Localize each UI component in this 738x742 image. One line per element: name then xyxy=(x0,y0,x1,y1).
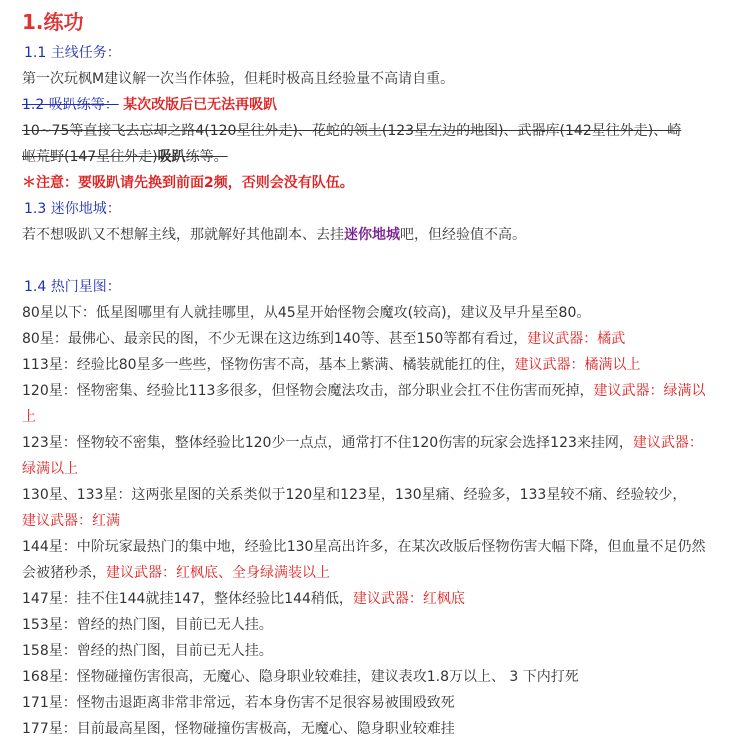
map-80-text: 80星：最佛心、最亲民的图，不少无课在这边练到140等、甚至150等都有看过， xyxy=(22,331,528,347)
map-130-text: 130星、133星：这两张星图的关系类似于120星和123星，130星痛、经验多，133星较不痛、经验较少， xyxy=(22,487,687,503)
main-quest-text: 第一次玩枫M建议解一次当作体验，但耗时极高且经验量不高请自重。 xyxy=(22,71,455,87)
leech-keyword: 吸趴 xyxy=(157,149,186,165)
map-row-147 xyxy=(22,586,720,612)
map-144-text: 144星：中阶玩家最热门的集中地，经验比130星高出许多，在某次改版后怪物伤害大幅下降，但血量不足仍然会被猪秒杀， xyxy=(22,539,706,581)
map-row-123 xyxy=(22,430,712,482)
map-row-80-below: 80星以下：低星图哪里有人就挂哪里，从45星开始怪物会魔攻(较高)，建议及早升星至80。 xyxy=(22,305,591,321)
map-row-177: 177星：目前最高星图，怪物碰撞伤害极高，无魔心、隐身职业较难挂 xyxy=(22,721,455,737)
leech-heading-row xyxy=(22,92,720,118)
map-147-text: 147星：挂不住144就挂147，整体经验比144稍低， xyxy=(22,591,353,607)
map-120-text: 120星：怪物密集、经验比113多很多，但怪物会魔法攻击，部分职业会扛不住伤害而死掉， xyxy=(22,383,594,399)
mini-dungeon-text xyxy=(22,222,720,248)
map-123-weapon: 建议武器：绿满以上 xyxy=(22,435,703,477)
map-row-80 xyxy=(22,326,720,352)
mini-dungeon-text-b: 吧，但经验值不高。 xyxy=(400,227,526,243)
map-row-144 xyxy=(22,534,712,586)
leech-line-2a: 岖荒野(147星往外走) xyxy=(22,149,158,165)
section-title: 1.练功 xyxy=(22,10,84,34)
map-row-120 xyxy=(22,378,712,430)
map-147-weapon: 建议武器：红枫底 xyxy=(352,591,465,607)
mini-dungeon-text-a: 若不想吸趴又不想解主线，那就解好其他副本、去挂 xyxy=(22,227,344,243)
leech-line-2c: 练等。 xyxy=(185,149,228,165)
map-123-text: 123星：怪物较不密集，整体经验比120少一点点，通常打不住120伤害的玩家会选择123来挂网， xyxy=(22,435,633,451)
map-row-158: 158星：曾经的热门图，目前已无人挂。 xyxy=(22,643,273,659)
map-row-153: 153星：曾经的热门图，目前已无人挂。 xyxy=(22,617,273,633)
leech-line-2 xyxy=(22,144,720,170)
leech-notice: 某次改版后已无法再吸趴 xyxy=(123,97,278,113)
heading-mini-dungeon: 1.3 迷你地城： xyxy=(24,201,121,217)
map-80-weapon: 建议武器：橘武 xyxy=(527,331,626,347)
map-130-weapon: 建议武器：红满 xyxy=(22,513,120,529)
map-row-130 xyxy=(22,482,694,534)
map-113-text: 113星：经验比80星多一些些，怪物伤害不高，基本上紫满、橘装就能扛的住， xyxy=(22,357,515,373)
map-row-113 xyxy=(22,352,720,378)
map-row-171: 171星：怪物击退距离非常非常远，若本身伤害不足很容易被围殴致死 xyxy=(22,695,455,711)
map-row-168: 168星：怪物碰撞伤害很高，无魔心、隐身职业较难挂，建议表攻1.8万以上、 3 下内打死 xyxy=(22,669,579,685)
map-120-weapon: 建议武器：绿满以上 xyxy=(22,383,706,425)
mini-dungeon-link[interactable]: 迷你地城 xyxy=(344,227,400,243)
spacer xyxy=(22,248,720,274)
map-113-weapon: 建议武器：橘满以上 xyxy=(514,357,641,373)
heading-hot-maps: 1.4 热门星图： xyxy=(24,279,121,295)
map-144-weapon: 建议武器：红枫底、全身绿满装以上 xyxy=(106,565,330,581)
heading-main-quest: 1.1 主线任务： xyxy=(24,45,121,61)
heading-leech: 1.2 吸趴练等： xyxy=(22,97,119,113)
leech-warning: ＊注意：要吸趴请先换到前面2频，否则会没有队伍。 xyxy=(22,175,354,191)
leech-line-1: 10~75等直接飞去忘却之路4(120星往外走)、花蛇的领土(123星左边的地图)、武器库(142星往外走)、崎 xyxy=(22,123,682,139)
